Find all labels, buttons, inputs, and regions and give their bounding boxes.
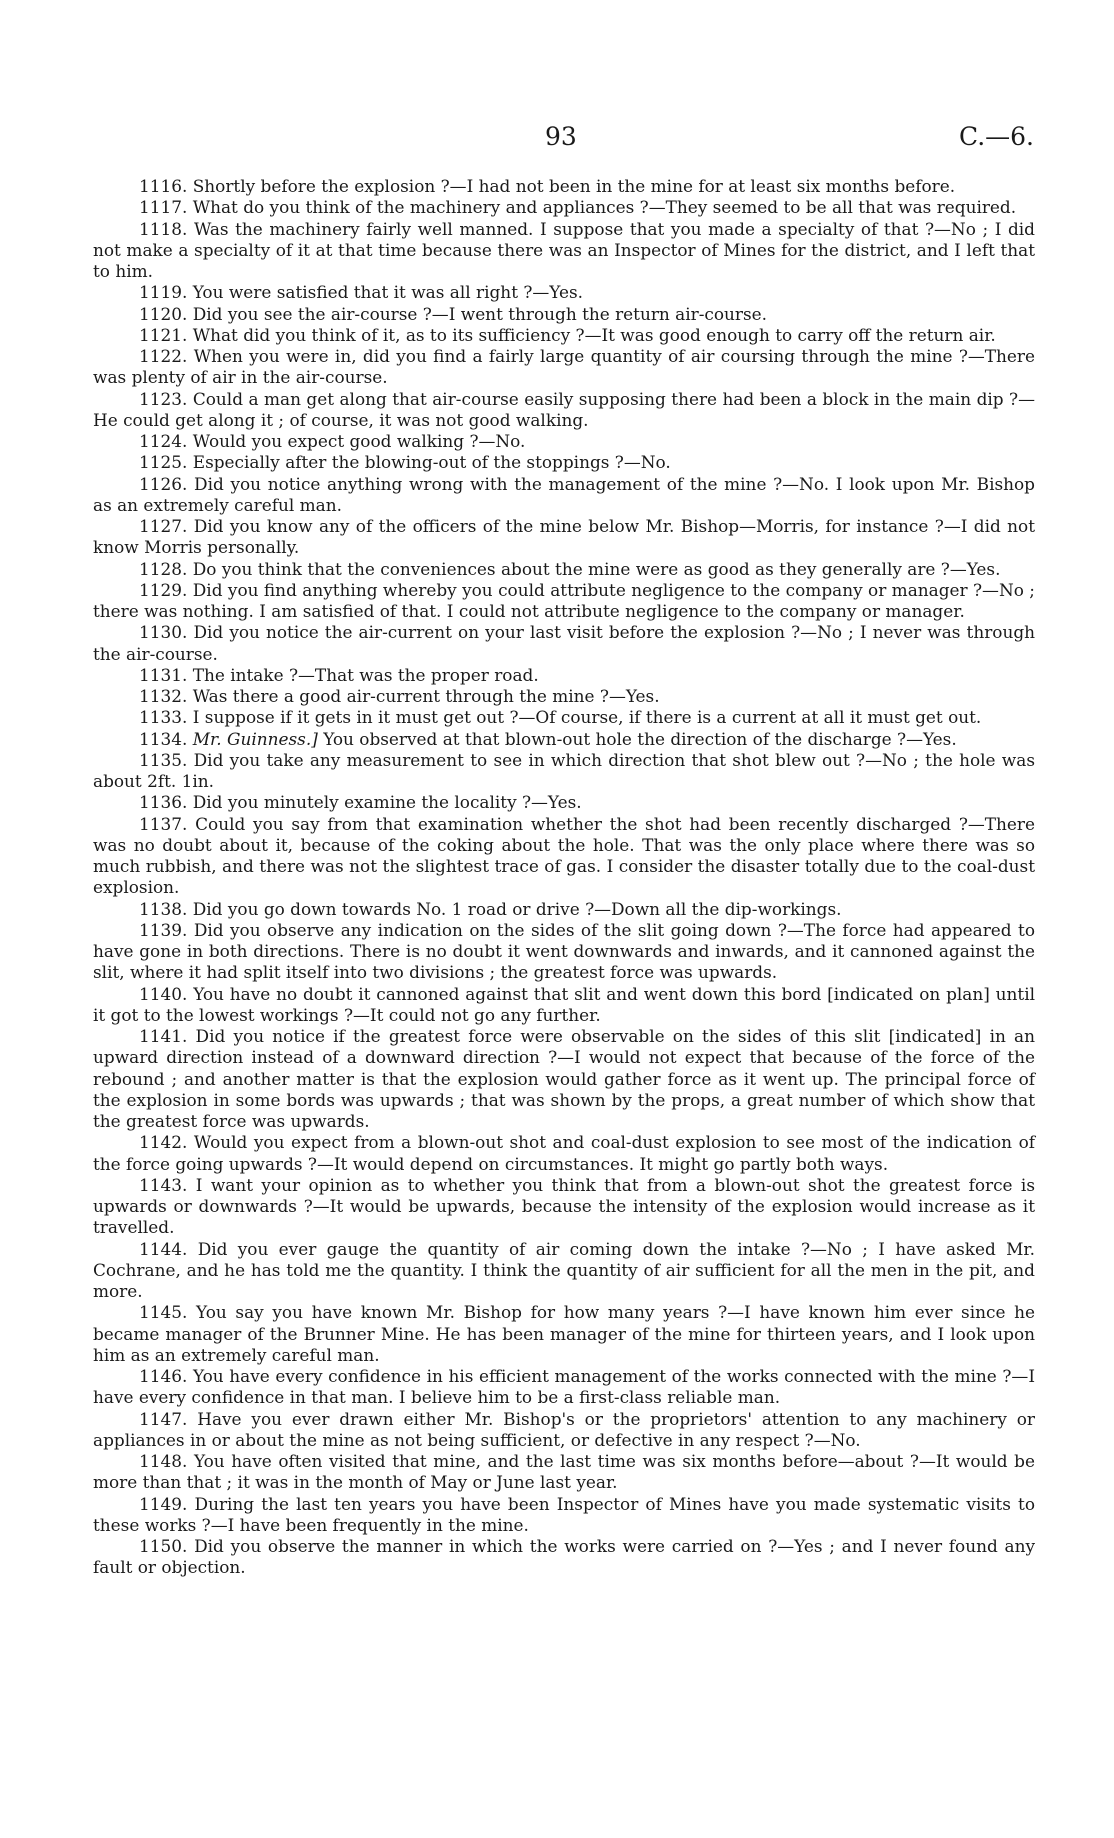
question-answer-text: You have often visited that mine, and the last time was six months before—about ?—It would be more than that ; it was in the month of May or June last year.	[93, 1451, 1035, 1493]
testimony-paragraph	[93, 1451, 1035, 1494]
question-number: 1126.	[139, 473, 188, 494]
testimony-paragraph	[93, 325, 1035, 346]
question-answer-text: Did you notice anything wrong with the management of the mine ?—No. I look upon Mr. Bishop as an extremely careful man.	[93, 473, 1035, 515]
question-answer-text: You were satisfied that it was all right ?—Yes.	[192, 282, 584, 303]
question-answer-text: I suppose if it gets in it must get out ?—Of course, if there is a current at all it must get out.	[192, 707, 982, 728]
testimony-paragraph	[93, 1494, 1035, 1537]
question-number: 1148.	[139, 1451, 188, 1471]
testimony-paragraph	[93, 304, 1035, 325]
testimony-paragraph	[93, 920, 1035, 984]
testimony-paragraph	[93, 1366, 1035, 1409]
question-number: 1150.	[139, 1536, 188, 1556]
testimony-paragraph	[93, 814, 1035, 899]
question-answer-text: Was the machinery fairly well manned. I suppose that you made a specialty of that ?—No ; I did not make a specialty of it at that time because there was an Inspector of Mines for the district, and I left that to him.	[93, 218, 1035, 281]
question-number: 1129.	[139, 579, 188, 600]
question-number: 1121.	[139, 324, 188, 345]
question-answer-text: You say you have known Mr. Bishop for how many years ?—I have known him ever since he became manager of the Brunner Mine. He has been manager of the mine for thirteen years, and I look upon him as an extremely careful man.	[93, 1302, 1035, 1365]
testimony-paragraph	[93, 792, 1035, 813]
question-number: 1122.	[139, 346, 188, 366]
question-answer-text: Would you expect from a blown-out shot and coal-dust explosion to see most of the indication of the force going upwards ?—It would depend on circumstances. It might go partly both ways.	[93, 1132, 1035, 1174]
testimony-paragraph	[93, 729, 1035, 750]
question-number: 1118.	[139, 218, 188, 239]
testimony-paragraph	[93, 197, 1035, 218]
testimony-paragraph	[93, 346, 1035, 389]
question-number: 1131.	[139, 664, 188, 685]
question-number: 1138.	[139, 898, 188, 919]
question-answer-text: Did you observe any indication on the sides of the slit going down ?—The force had appeared to have gone in both directions. There is no doubt it went downwards and inwards, and it cannoned against the slit, where it had split itself into two divisions ; the greatest force was upwards.	[93, 919, 1036, 983]
question-number: 1136.	[139, 792, 188, 813]
testimony-paragraph	[93, 1132, 1035, 1175]
question-answer-text: You have every confidence in his efficient management of the works connected with the mine ?—I have every confidence in that man. I believe him to be a first-class reliable man.	[93, 1366, 1035, 1408]
testimony-paragraph	[93, 474, 1035, 517]
question-answer-text: You observed at that blown-out hole the direction of the discharge ?—Yes.	[323, 728, 957, 749]
question-answer-text: Shortly before the explosion ?—I had not been in the mine for at least six months before.	[192, 176, 956, 196]
question-number: 1133.	[139, 707, 188, 728]
question-answer-text: Could you say from that examination whether the shot had been recently discharged ?—There was no doubt about it, because of the coking about the hole. That was the only place where there was so much rubbish, and there was not the slightest trace of gas. I consider the disaster totally due to the coal-dust explosion.	[93, 813, 1035, 898]
question-number: 1145.	[139, 1302, 188, 1323]
testimony-paragraph	[93, 984, 1035, 1027]
testimony-paragraph	[93, 622, 1035, 665]
testimony-paragraph	[93, 1536, 1035, 1579]
document-body	[93, 176, 1035, 1579]
question-number: 1116.	[139, 176, 188, 196]
question-number: 1128.	[139, 558, 188, 579]
question-answer-text: You have no doubt it cannoned against that slit and went down this bord [indicated on plan] until it got to the lowest workings ?—It could not go any further.	[93, 983, 1035, 1025]
question-number: 1123.	[139, 388, 188, 409]
testimony-paragraph	[93, 516, 1035, 559]
testimony-paragraph	[93, 1302, 1035, 1366]
question-answer-text: Did you go down towards No. 1 road or drive ?—Down all the dip-workings.	[192, 898, 842, 919]
question-number: 1124.	[139, 431, 188, 451]
question-number: 1139.	[139, 919, 188, 940]
question-number: 1141.	[139, 1026, 188, 1046]
testimony-paragraph	[93, 452, 1035, 473]
question-answer-text: Did you observe the manner in which the works were carried on ?—Yes ; and I never found any fault or objection.	[93, 1536, 1035, 1578]
question-number: 1120.	[139, 303, 188, 324]
question-answer-text: Did you notice the air-current on your last visit before the explosion ?—No ; I never was through the air-course.	[93, 622, 1036, 664]
question-answer-text: The intake ?—That was the proper road.	[192, 664, 539, 685]
question-number: 1130.	[139, 622, 188, 643]
page-header	[0, 122, 1114, 162]
question-answer-text: Could a man get along that air-course easily supposing there had been a block in the main dip ?—He could get along it ; of course, it was not good walking.	[93, 388, 1035, 430]
question-answer-text: During the last ten years you have been Inspector of Mines have you made systematic visits to these works ?—I have been frequently in the mine.	[93, 1493, 1036, 1535]
question-answer-text: Did you take any measurement to see in which direction that shot blew out ?—No ; the hole was about 2ft. 1in.	[93, 749, 1035, 791]
question-answer-text: Did you know any of the officers of the mine below Mr. Bishop—Morris, for instance ?—I did not know Morris personally.	[93, 516, 1035, 558]
question-number: 1135.	[139, 749, 188, 770]
question-number: 1144.	[139, 1238, 188, 1259]
question-answer-text: Did you notice if the greatest force were observable on the sides of this slit [indicated] in an upward direction instead of a downward direction ?—I would not expect that because of the force of the rebound ; and another matter is that the explosion would gather force as it went up. The principal force of the explosion in some bords was upwards ; that was shown by the props, a great number of which show that the greatest force was upwards.	[93, 1026, 1035, 1131]
testimony-paragraph	[93, 176, 1035, 197]
question-number: 1143.	[139, 1174, 188, 1195]
testimony-paragraph	[93, 389, 1035, 432]
testimony-paragraph	[93, 1409, 1035, 1452]
page-number: 93	[545, 122, 577, 151]
question-number: 1134.	[139, 728, 188, 749]
testimony-paragraph	[93, 1239, 1035, 1303]
question-number: 1117.	[139, 197, 188, 218]
testimony-paragraph	[93, 559, 1035, 580]
question-answer-text: Especially after the blowing-out of the stoppings ?—No.	[192, 452, 671, 473]
question-answer-text: When you were in, did you find a fairly large quantity of air coursing through the mine ?—There was plenty of air in the air-course.	[93, 346, 1035, 388]
series-reference: C.—6.	[958, 122, 1034, 151]
question-number: 1125.	[139, 452, 188, 473]
question-answer-text: What do you think of the machinery and appliances ?—They seemed to be all that was required.	[192, 197, 1017, 218]
question-answer-text: Did you find anything whereby you could attribute negligence to the company or manager ?—No ; there was nothing. I am satisfied of that. I could not attribute negligence to the company or manager.	[93, 579, 1035, 621]
question-number: 1127.	[139, 516, 188, 536]
question-number: 1132.	[139, 686, 188, 706]
testimony-paragraph	[93, 219, 1035, 283]
question-answer-text: Did you minutely examine the locality ?—Yes.	[192, 792, 582, 813]
question-answer-text: I want your opinion as to whether you think that from a blown-out shot the greatest force is upwards or downwards ?—It would be upwards, because the intensity of the explosion would increase as it travelled.	[93, 1174, 1035, 1238]
question-answer-text: What did you think of it, as to its sufficiency ?—It was good enough to carry off the return air.	[192, 324, 996, 345]
question-number: 1142.	[139, 1132, 188, 1153]
question-answer-text: Did you see the air-course ?—I went through the return air-course.	[192, 303, 768, 324]
testimony-paragraph	[93, 282, 1035, 303]
question-answer-text: Do you think that the conveniences about the mine were as good as they generally are ?—Yes.	[192, 558, 1001, 579]
question-answer-text: Would you expect good walking ?—No.	[192, 431, 526, 451]
testimony-paragraph	[93, 431, 1035, 452]
question-answer-text: Have you ever drawn either Mr. Bishop's or the proprietors' attention to any machinery or appliances in or about the mine as not being sufficient, or defective in any respect ?—No.	[93, 1408, 1035, 1450]
speaker-label: Mr. Guinness.]	[192, 728, 318, 749]
testimony-paragraph	[93, 750, 1035, 793]
question-answer-text: Did you ever gauge the quantity of air coming down the intake ?—No ; I have asked Mr. Cochrane, and he has told me the quantity. I think the quantity of air sufficient for all the men in the pit, and more.	[93, 1238, 1035, 1301]
question-number: 1146.	[139, 1366, 188, 1386]
question-number: 1119.	[139, 282, 188, 303]
question-number: 1140.	[139, 983, 188, 1004]
testimony-paragraph	[93, 1175, 1035, 1239]
testimony-paragraph	[93, 707, 1035, 728]
question-number: 1149.	[139, 1493, 188, 1514]
question-number: 1147.	[139, 1408, 188, 1429]
testimony-paragraph	[93, 686, 1035, 707]
testimony-paragraph	[93, 899, 1035, 920]
question-answer-text: Was there a good air-current through the mine ?—Yes.	[192, 686, 660, 706]
testimony-paragraph	[93, 665, 1035, 686]
testimony-paragraph	[93, 1026, 1035, 1132]
testimony-paragraph	[93, 580, 1035, 623]
question-number: 1137.	[139, 813, 188, 834]
